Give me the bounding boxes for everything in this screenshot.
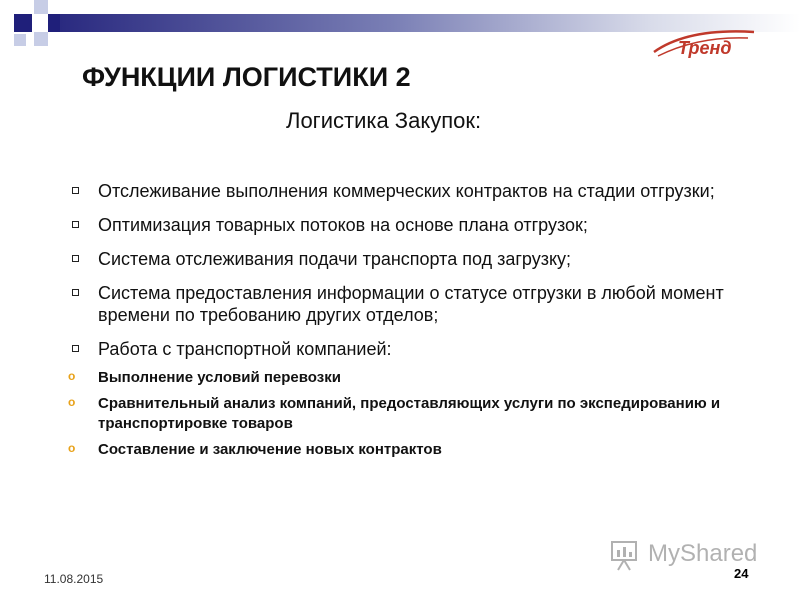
checkbox-bullet-icon <box>72 221 79 228</box>
bullet-item <box>72 248 732 270</box>
sub-bullet-text: Сравнительный анализ компаний, предоставляющих услуги по экспедированию и транспортировке товаров <box>98 395 721 432</box>
bullet-text: Работа с транспортной компанией: <box>98 339 392 359</box>
bullet-item <box>72 282 732 326</box>
checkbox-bullet-icon <box>72 255 79 262</box>
slide-subtitle: Логистика Закупок: <box>286 108 482 133</box>
checkbox-bullet-icon <box>72 345 79 352</box>
sub-bullet-item <box>68 440 732 460</box>
bullet-text: Оптимизация товарных потоков на основе плана отгрузок; <box>98 215 588 235</box>
sub-bullet-item <box>68 368 732 388</box>
corner-square-1 <box>14 14 32 32</box>
sub-bullet-item <box>68 394 732 434</box>
bullet-text: Система отслеживания подачи транспорта под загрузку; <box>98 249 572 269</box>
slide-title: ФУНКЦИИ ЛОГИСТИКИ 2 <box>82 62 411 92</box>
circle-bullet-icon: o <box>68 395 76 409</box>
page-number: 24 <box>734 566 749 581</box>
circle-bullet-icon: o <box>68 441 76 455</box>
presentation-icon <box>608 538 642 572</box>
slide-date: 11.08.2015 <box>44 572 104 586</box>
bullet-text: Система предоставления информации о статусе отгрузки в любой момент времени по требованию других отделов; <box>98 283 724 325</box>
sub-bullet-text: Составление и заключение новых контрактов <box>98 441 442 458</box>
sub-bullet-text: Выполнение условий перевозки <box>98 369 341 386</box>
bullet-item <box>72 180 732 202</box>
svg-text:Тренд: Тренд <box>678 38 732 58</box>
corner-square-2 <box>34 0 48 14</box>
corner-square-4 <box>48 14 60 32</box>
corner-square-3 <box>34 32 48 46</box>
corner-square-5 <box>14 34 26 46</box>
bullet-item <box>72 338 732 360</box>
trend-logo <box>648 22 758 64</box>
circle-bullet-icon: o <box>68 369 76 383</box>
bullet-list <box>68 180 732 466</box>
bullet-text: Отслеживание выполнения коммерческих контрактов на стадии отгрузки; <box>98 181 715 201</box>
checkbox-bullet-icon <box>72 289 79 296</box>
bullet-item <box>72 214 732 236</box>
checkbox-bullet-icon <box>72 187 79 194</box>
watermark-text: MyShared <box>648 540 758 567</box>
